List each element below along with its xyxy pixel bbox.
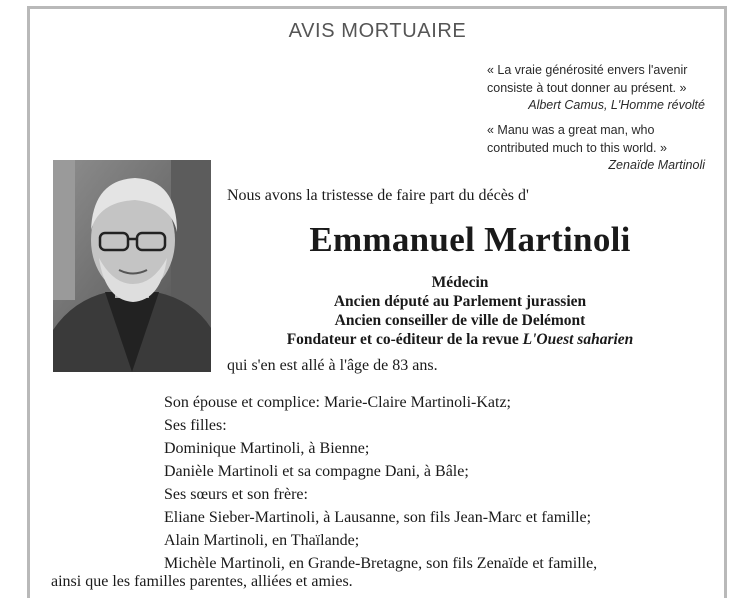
- quote-line: « Manu was a great man, who: [487, 123, 655, 137]
- family-line: Michèle Martinoli, en Grande-Bretagne, son fils Zenaïde et famille,: [164, 555, 598, 572]
- family-line: Ses filles:: [164, 417, 227, 434]
- quote-author: Zenaïde Martinoli: [608, 158, 705, 172]
- quote-camus: [487, 62, 705, 115]
- role-line: Ancien conseiller de ville de Delémont: [334, 312, 586, 329]
- family-line: Son épouse et complice: Marie-Claire Martinoli-Katz;: [164, 394, 511, 411]
- deceased-name: Emmanuel Martinoli: [309, 220, 631, 259]
- family-line: Ses sœurs et son frère:: [164, 486, 308, 503]
- notice-heading: AVIS MORTUAIRE: [288, 20, 467, 42]
- frame-left-border: [27, 6, 30, 598]
- quote-author: Albert Camus, L'Homme révolté: [528, 98, 705, 112]
- role-line: [220, 330, 700, 349]
- quote-zenaide: [487, 122, 705, 175]
- intro-text: Nous avons la tristesse de faire part du décès d': [227, 187, 529, 204]
- family-line: Danièle Martinoli et sa compagne Dani, à Bâle;: [164, 463, 469, 480]
- quote-line: consiste à tout donner au présent. »: [487, 80, 687, 95]
- role-line: Médecin: [431, 274, 489, 291]
- closing-line: ainsi que les familles parentes, alliées et amies.: [51, 573, 353, 590]
- family-line: Eliane Sieber-Martinoli, à Lausanne, son fils Jean-Marc et famille;: [164, 509, 592, 526]
- age-line: qui s'en est allé à l'âge de 83 ans.: [227, 357, 438, 374]
- frame-top-border: [27, 6, 727, 9]
- roles-block: [220, 273, 700, 349]
- frame-right-border: [724, 6, 727, 598]
- family-line: Alain Martinoli, en Thaïlande;: [164, 532, 360, 549]
- quote-line: « La vraie générosité envers l'avenir: [487, 63, 688, 77]
- portrait-photo: [53, 160, 211, 372]
- family-line: Dominique Martinoli, à Bienne;: [164, 440, 370, 457]
- role-line: Ancien député au Parlement jurassien: [333, 293, 587, 310]
- quote-line: contributed much to this world. »: [487, 140, 667, 155]
- role-prefix: Fondateur et co-éditeur de la revue: [286, 331, 523, 348]
- portrait-illustration: [53, 160, 211, 372]
- family-list: [164, 391, 597, 575]
- review-title: L'Ouest saharien: [522, 331, 634, 348]
